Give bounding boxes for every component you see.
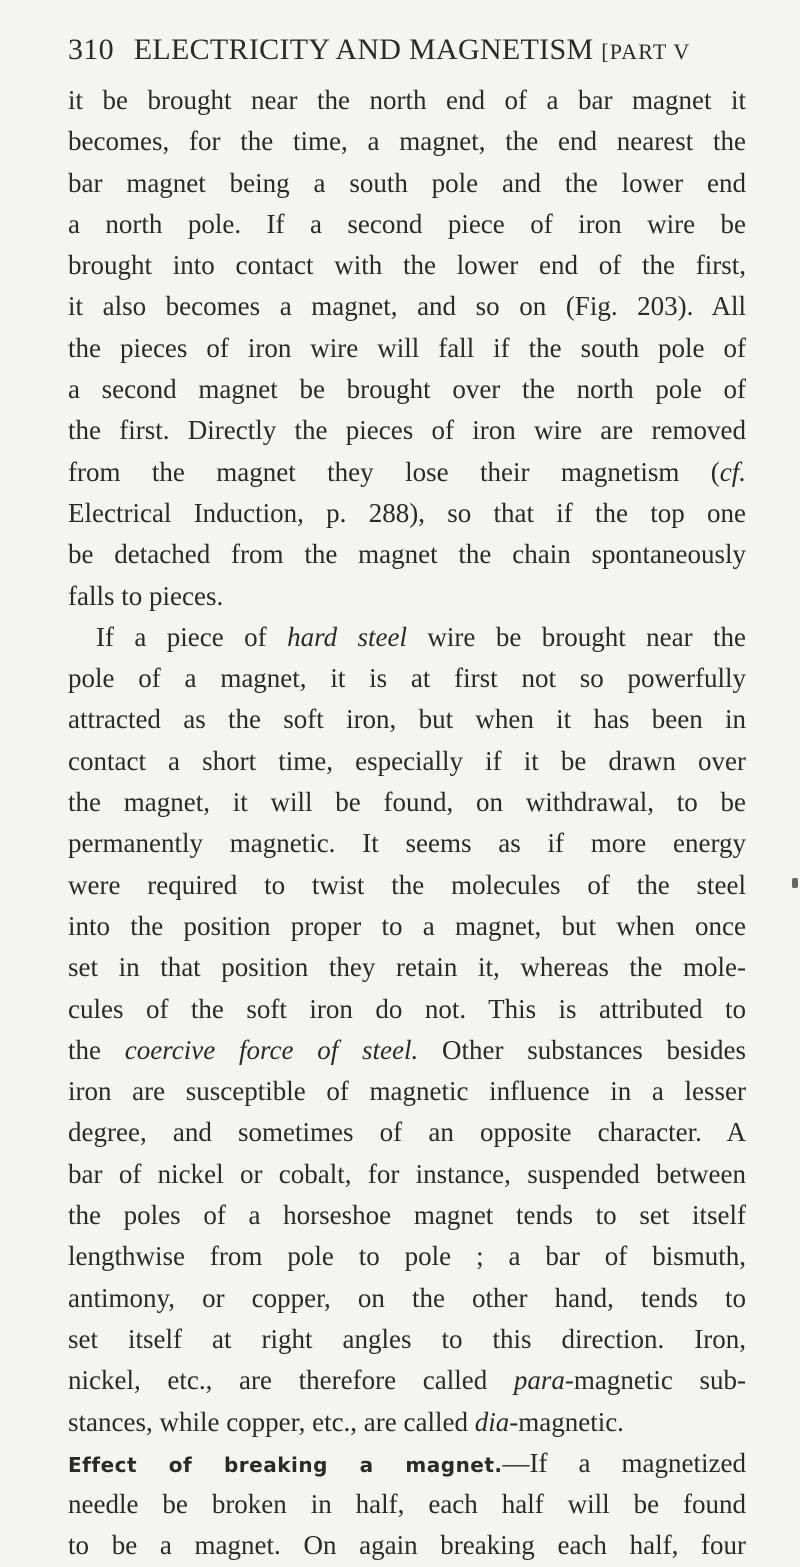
line-text: it also becomes a magnet, and so on (Fig. 203). All [68, 291, 746, 322]
text-line [68, 369, 746, 410]
line-text: set in that position they retain it, whereas the mole- [68, 952, 746, 983]
line-text: the pieces of iron wire will fall if the south pole of [68, 332, 746, 363]
text-line [68, 410, 746, 451]
text-line [68, 947, 746, 988]
line-text: attracted as the soft iron, but when it has been in [68, 704, 746, 735]
text-line [68, 1112, 746, 1153]
line-text: bar of nickel or cobalt, for instance, suspended between [68, 1158, 746, 1189]
line-text: be detached from the magnet the chain spontaneously [68, 539, 746, 570]
line-text: falls to pieces. [68, 580, 224, 611]
italic-term: para [513, 1365, 565, 1396]
text-line [68, 1030, 746, 1071]
text-line [68, 80, 746, 121]
line-text: the first. Directly the pieces of iron wire are removed [68, 415, 746, 446]
text-line [68, 493, 746, 534]
text-line [68, 1525, 746, 1566]
line-text: nickel, etc., are therefore called [68, 1365, 514, 1396]
text-line [68, 865, 746, 906]
italic-term: cf. [719, 456, 746, 487]
line-text: the magnet, it will be found, on withdrawal, to be [68, 787, 746, 818]
line-text: iron are susceptible of magnetic influence in a lesser [68, 1076, 746, 1107]
text-line [68, 1443, 746, 1484]
italic-term: dia [474, 1406, 510, 1437]
text-line [68, 1195, 746, 1236]
text-line [68, 163, 746, 204]
line-text: permanently magnetic. It seems as if more energy [68, 828, 746, 859]
italic-term: coercive force of steel. [124, 1034, 419, 1065]
part-label: [PART V [601, 39, 691, 64]
line-text: becomes, for the time, a magnet, the end nearest the [68, 126, 746, 157]
text-line [68, 741, 746, 782]
line-text: were required to twist the molecules of the steel [68, 869, 746, 900]
text-line [68, 1402, 746, 1443]
line-text: pole of a magnet, it is at first not so powerfully [68, 663, 746, 694]
text-line [68, 1071, 746, 1112]
section-heading: Effect of breaking a magnet. [68, 1452, 503, 1477]
text-line [68, 1484, 746, 1525]
line-text: into the position proper to a magnet, but when once [68, 910, 746, 941]
text-line [68, 452, 746, 493]
line-text: a second magnet be brought over the north pole of [68, 374, 746, 405]
line-text: antimony, or copper, on the other hand, tends to [68, 1282, 746, 1313]
text-line [68, 286, 746, 327]
line-text: Electrical Induction, p. 288), so that if the top one [68, 497, 746, 528]
line-text: to be a magnet. On again breaking each half, four [68, 1530, 746, 1561]
line-text: degree, and sometimes of an opposite character. A [68, 1117, 746, 1148]
text-line [68, 1360, 746, 1401]
line-text: -magnetic sub- [564, 1365, 747, 1396]
italic-term: hard steel [287, 621, 407, 652]
line-text: contact a short time, especially if it be drawn over [68, 745, 746, 776]
line-text: brought into contact with the lower end of the first, [68, 250, 746, 281]
text-line [68, 823, 746, 864]
text-line [68, 1154, 746, 1195]
line-text: bar magnet being a south pole and the lower end [68, 167, 746, 198]
text-line [68, 1278, 746, 1319]
page-number: 310 [68, 33, 114, 66]
text-line [68, 782, 746, 823]
text-line [68, 906, 746, 947]
text-line [68, 576, 746, 617]
text-line [68, 121, 746, 162]
line-text: cules of the soft iron do not. This is attributed to [68, 993, 746, 1024]
text-line [68, 204, 746, 245]
margin-mark [792, 878, 798, 888]
line-text: from the magnet they lose their magnetism ( [68, 456, 720, 487]
text-line [68, 989, 746, 1030]
body-text [68, 80, 746, 1567]
line-text: stances, while copper, etc., are called [68, 1406, 475, 1437]
text-line [68, 1236, 746, 1277]
text-line [68, 617, 746, 658]
text-line [68, 658, 746, 699]
chapter-title: ELECTRICITY AND MAGNETISM [133, 33, 594, 66]
line-text: —If a magnetized [502, 1447, 746, 1478]
line-text: lengthwise from pole to pole ; a bar of bismuth, [68, 1241, 746, 1272]
line-text: wire be brought near the [407, 621, 746, 652]
text-line [68, 699, 746, 740]
line-text: it be brought near the north end of a bar magnet it [68, 85, 746, 115]
text-line [68, 1319, 746, 1360]
line-text: needle be broken in half, each half will be found [68, 1489, 746, 1520]
line-text: -magnetic. [509, 1406, 624, 1437]
line-text: Other substances besides [418, 1034, 746, 1065]
book-page [68, 28, 746, 1567]
line-text: the poles of a horseshoe magnet tends to set itself [68, 1200, 746, 1231]
text-line [68, 534, 746, 575]
line-text: the [68, 1034, 125, 1065]
text-line [68, 328, 746, 369]
line-text: set itself at right angles to this direction. Iron, [68, 1323, 746, 1354]
line-text: If a piece of [96, 621, 288, 652]
text-line [68, 245, 746, 286]
running-head [68, 28, 746, 72]
line-text: a north pole. If a second piece of iron wire be [68, 208, 746, 239]
